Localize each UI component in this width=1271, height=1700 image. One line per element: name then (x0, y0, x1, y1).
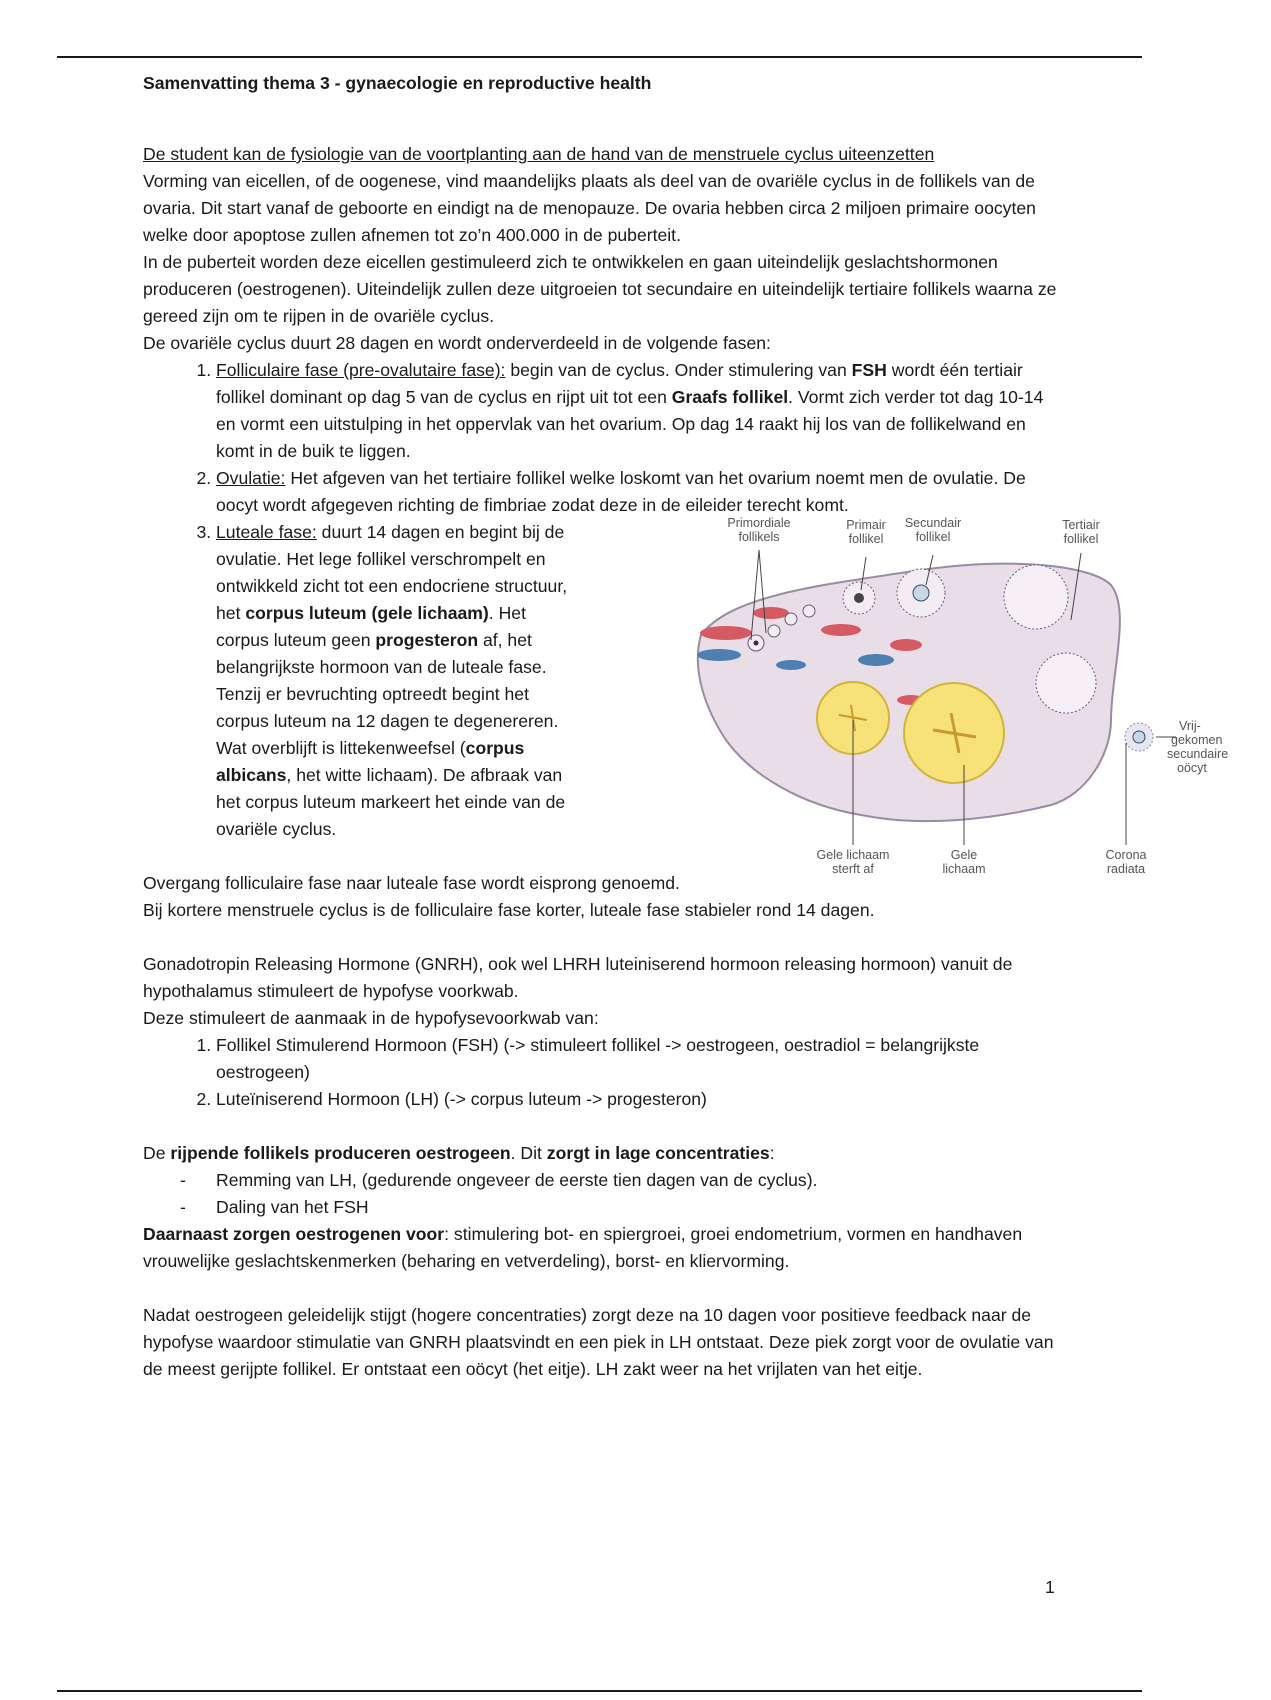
label-gele: Gele lichaam (942, 848, 986, 876)
hormone-item-fsh: 1. Follikel Stimulerend Hormoon (FSH) (-> stimuleert follikel -> oestrogeen, oestradiol = belangrijkste oestrogeen) (216, 1032, 1063, 1086)
hormone-item-lh: 2. Luteïniserend Hormoon (LH) (-> corpus luteum -> progesteron) (216, 1086, 1063, 1113)
vessel (858, 654, 894, 666)
phase-label: Luteale fase: (216, 522, 317, 542)
vessel (700, 626, 752, 640)
phase-list (143, 357, 1229, 876)
label-secundair: Secundair follikel (904, 516, 962, 544)
ovary-illustration (671, 515, 1271, 895)
oocyte-dot (754, 641, 759, 646)
document-body (143, 70, 1229, 1383)
phase-item-ovulatie: 2. Ovulatie: Het afgeven van het tertiaire follikel welke loskomt van het ovarium noemt men de ovulatie. De oocyt wordt afgegeven richting de fimbriae zodat deze in de eileider terecht komt. (216, 465, 1063, 519)
paragraph-feedback: Nadat oestrogeen geleidelijk stijgt (hogere concentraties) zorgt deze na 10 dagen voor positieve feedback naar de hypofyse waardoor stimulatie van GNRH plaatsvindt en een piek in LH ontstaat. Deze piek zorgt voor de ovulatie van de meest gerijpte follikel. Er ontstaat een oöcyt (het eitje). LH zakt weer na het vrijlaten van het eitje. (143, 1305, 1054, 1379)
ruptured-follicle (1036, 653, 1096, 713)
vessel (890, 639, 922, 651)
paragraph-puberteit: In de puberteit worden deze eicellen gestimuleerd zich te ontwikkelen en gaan uiteindelijk geslachtshormonen produceren (oestrogenen). Uiteindelijk zullen deze uitgroeien tot secundaire en uiteindelijk tertiaire follikels waarna ze gereed zijn om te rijpen in de ovariële cyclus. (143, 252, 1057, 326)
label-tertiair: Tertiair follikel (1062, 518, 1100, 546)
label-gele-sterft: Gele lichaam sterft af (816, 848, 890, 876)
primordial-follicle (785, 613, 797, 625)
paragraph-kortere-cyclus: Bij kortere menstruele cyclus is de folliculaire fase korter, luteale fase stabieler rond 14 dagen. (143, 900, 875, 920)
paragraph-oogenese: Vorming van eicellen, of de oogenese, vind maandelijks plaats als deel van de ovariële cyclus in de follikels van de ovaria. Dit start vanaf de geboorte en eindigt na de menopauze. De ovaria hebben circa 2 miljoen primaire oocyten welke door apoptose zullen afnemen tot zo’n 400.000 in de puberteit. (143, 171, 1036, 245)
page-number: 1 (1045, 1577, 1055, 1597)
phase-item-luteaal (216, 516, 1229, 876)
paragraph-aanmaak: Deze stimuleert de aanmaak in de hypofysevoorkwab van: (143, 1008, 599, 1028)
luteal-text: 3. Luteale fase: duurt 14 dagen en begint bij de ovulatie. Het lege follikel verschrompelt en ontwikkeld zicht tot een endocriene structuur, het corpus luteum (gele lichaam). Het corpus luteum geen progesteron af, het belangrijkste hormoon van de luteale fase. Tenzij er bevruchting optreedt begint het corpus luteum na 12 dagen te degenereren. Wat overblijft is littekenweefsel (corpus albicans, het witte lichaam). De afbraak van het corpus luteum markeert het einde van de ovariële cyclus. (216, 522, 568, 839)
document-title: Samenvatting thema 3 - gynaecologie en reproductive health (143, 73, 652, 93)
oocyte-dot (1133, 731, 1145, 743)
vessel (776, 660, 806, 670)
effect-item: - Remming van LH, (gedurende ongeveer de eerste tien dagen van de cyclus). (216, 1167, 1063, 1194)
section-heading: De student kan de fysiologie van de voortplanting aan de hand van de menstruele cyclus uiteenzetten (143, 144, 935, 164)
paragraph-oestrogeen: De rijpende follikels produceren oestrogeen. Dit zorgt in lage concentraties: (143, 1143, 775, 1163)
label-primordiale: Primordiale follikels (727, 516, 791, 544)
vessel (753, 607, 789, 619)
phase-label: Ovulatie: (216, 468, 286, 488)
oocyte-dot (854, 593, 864, 603)
phase-label: Folliculaire fase (pre-ovalutaire fase): (216, 360, 506, 380)
paragraph-gnrh: Gonadotropin Releasing Hormone (GNRH), ook wel LHRH luteiniserend hormoon releasing hormoon) vanuit de hypothalamus stimuleert de hypofyse voorkwab. (143, 954, 1013, 1001)
footer-rule (57, 1690, 1142, 1692)
hormone-list (143, 1032, 1063, 1113)
header-rule (57, 56, 1142, 58)
label-corona: Corona radiata (1105, 848, 1147, 876)
phase-item-folliculair: 1. Folliculaire fase (pre-ovalutaire fase): begin van de cyclus. Onder stimulering van FSH wordt één tertiair follikel dominant op dag 5 van de cyclus en rijpt uit tot een Graafs follikel. Vormt zich verder tot dag 10-14 en vormt een uitstulping in het oppervlak van het ovarium. Op dag 14 raakt hij los van de follikelwand en komt in de buik te liggen. (216, 357, 1063, 465)
effect-item: - Daling van het FSH (216, 1194, 1063, 1221)
paragraph-daarnaast: Daarnaast zorgen oestrogenen voor: stimulering bot- en spiergroei, groei endometrium, vormen en handhaven vrouwelijke geslachtskenmerken (beharing en vetverdeling), borst- en kliervorming. (143, 1224, 1023, 1271)
tertiary-follicle (1004, 565, 1068, 629)
primordial-follicle (803, 605, 815, 617)
label-vrijgekomen: Vrij-gekomen secundaire oöcyt (1167, 719, 1229, 775)
primordial-follicle (768, 625, 780, 637)
paragraph-cyclus: De ovariële cyclus duurt 28 dagen en wordt onderverdeeld in de volgende fasen: (143, 333, 771, 353)
label-primair: Primair follikel (846, 518, 886, 546)
vessel (821, 624, 861, 636)
paragraph-overgang: Overgang folliculaire fase naar luteale fase wordt eisprong genoemd. (143, 873, 680, 893)
vessel (697, 649, 741, 661)
oocyte-dot (913, 585, 929, 601)
effects-list (143, 1167, 1063, 1221)
